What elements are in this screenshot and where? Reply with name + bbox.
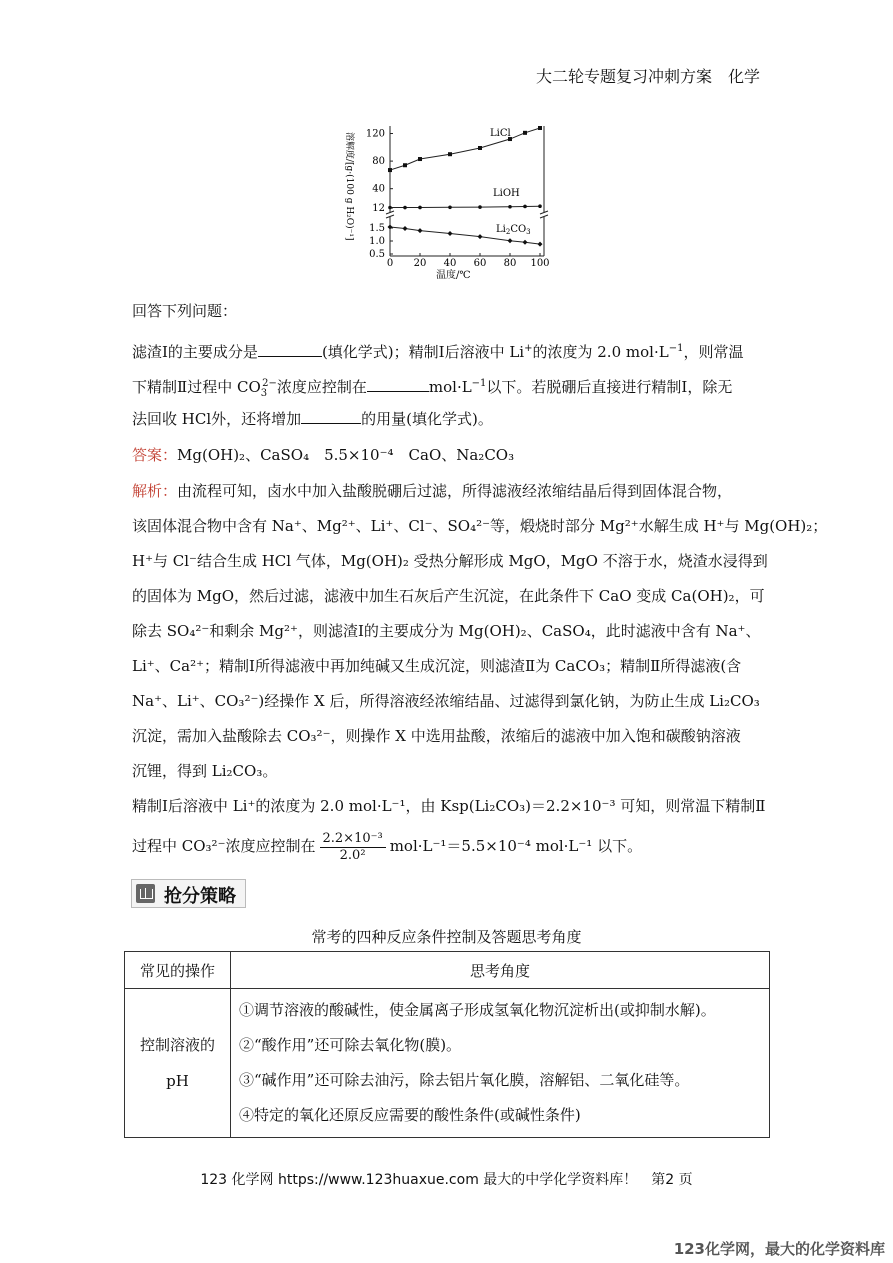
series-label-licl: LiCl [490, 128, 511, 139]
answer-blank-3[interactable] [301, 409, 361, 424]
q-text: ，则常温 [683, 343, 744, 361]
table-item: ③“碱作用”还可除去油污，除去铝片氧化膜，溶解铝、二氧化硅等。 [239, 1071, 690, 1089]
data-point-licl [538, 126, 542, 130]
y-tick-label: 40 [372, 183, 385, 195]
x-tick-label: 100 [530, 258, 550, 269]
x-tick-label: 20 [413, 258, 427, 269]
q-text: 浓度应控制在 [276, 378, 367, 396]
q-text: 以下。若脱硼后直接进行精制Ⅰ，除无 [486, 378, 733, 396]
table-item: ①调节溶液的酸碱性，使金属离子形成氢氧化物沉淀析出(或抑制水解)。 [239, 1001, 716, 1019]
x-tick-label: 60 [473, 258, 487, 269]
data-point-li2co3 [478, 234, 483, 239]
data-point-li2co3 [448, 231, 453, 236]
analysis-line: 沉锂，得到 Li₂CO₃。 [132, 762, 278, 780]
x-axis-label: 温度/℃ [436, 270, 471, 281]
q-text: 的用量(填化学式)。 [361, 410, 493, 428]
data-point-lioh [418, 206, 422, 210]
analysis-line: Na⁺、Li⁺、CO₃²⁻)经操作 X 后，所得溶液经浓缩结晶、过滤得到氯化钠，为防止生成 Li₂CO₃ [132, 692, 760, 710]
x-tick-label: 80 [503, 258, 517, 269]
data-point-licl [448, 152, 452, 156]
data-point-licl [388, 168, 392, 172]
watermark: 123化学网，最大的化学资料库 [673, 1240, 885, 1258]
data-point-licl [478, 146, 482, 150]
q-text: 滤渣Ⅰ的主要成分是 [132, 343, 258, 361]
fraction-denominator: 2.0² [339, 847, 366, 863]
analysis-line: 该固体混合物中含有 Na⁺、Mg²⁺、Li⁺、Cl⁻、SO₄²⁻等，煅烧时部分 Mg²⁺水解生成 H⁺与 Mg(OH)₂； [132, 517, 828, 535]
data-point-li2co3 [418, 228, 423, 233]
table-row [125, 989, 770, 1138]
analysis-line: 沉淀，需加入盐酸除去 CO₃²⁻，则操作 X 中选用盐酸，浓缩后的滤液中加入饱和碳酸钠溶液 [132, 727, 741, 745]
strategy-badge [131, 879, 246, 908]
chart-series [388, 126, 543, 247]
question-line-3 [132, 409, 772, 429]
y-tick-label: 12 [372, 203, 385, 214]
solubility-chart [330, 124, 560, 284]
fraction-numerator: 2.2×10⁻³ [320, 831, 386, 848]
chart-ticks [366, 129, 550, 269]
q-sup: −1 [471, 378, 487, 389]
y-axis-label [344, 132, 356, 241]
question-line-1 [132, 339, 772, 362]
axis-break-mark [540, 211, 548, 218]
book-icon [136, 884, 155, 903]
data-point-lioh [388, 206, 392, 210]
data-point-lioh [403, 206, 407, 210]
analysis-formula-line [132, 830, 772, 864]
analysis-line: H⁺与 Cl⁻结合生成 HCl 气体，Mg(OH)₂ 受热分解形成 MgO，MgO 不溶于水，烧渣水浸得到 [132, 552, 768, 570]
analysis-line: 除去 SO₄²⁻和剩余 Mg²⁺，则滤渣Ⅰ的主要成分为 Mg(OH)₂、CaSO₄，此时滤液中含有 Na⁺、 [132, 622, 761, 640]
x-tick-label: 0 [386, 258, 394, 269]
analysis-line: 精制Ⅰ后溶液中 Li⁺的浓度为 2.0 mol·L⁻¹，由 Ksp(Li₂CO₃)＝2.2×10⁻³ 可知，则常温下精制Ⅱ [132, 797, 766, 815]
data-point-li2co3 [523, 240, 528, 245]
data-point-licl [403, 163, 407, 167]
analysis-line-1 [132, 481, 772, 501]
y-tick-label: 1.0 [369, 236, 385, 247]
q-sup: 2− [262, 378, 277, 389]
y-axis-label-text: 溶解度/[g·(100 g H₂O)⁻¹] [344, 132, 354, 241]
data-point-lioh [448, 206, 452, 210]
q-text: (填化学式)；精制Ⅰ后溶液中 Li [321, 343, 525, 361]
data-point-li2co3 [538, 242, 543, 247]
y-tick-label: 0.5 [369, 249, 385, 260]
table-header-operation: 常见的操作 [125, 952, 231, 989]
data-point-lioh [478, 205, 482, 209]
analysis-line: Li⁺、Ca²⁺；精制Ⅰ所得滤液中再加纯碱又生成沉淀，则滤渣Ⅱ为 CaCO₃；精制Ⅱ所得滤液(含 [132, 657, 742, 675]
table-item: ④特定的氧化还原反应需要的酸性条件(或碱性条件) [239, 1106, 581, 1124]
page-header: 大二轮专题复习冲刺方案 化学 [535, 67, 760, 86]
answer-text: Mg(OH)₂、CaSO₄ 5.5×10⁻⁴ CaO、Na₂CO₃ [177, 446, 515, 464]
answer-blank-1[interactable] [258, 342, 322, 357]
data-point-licl [418, 157, 422, 161]
axis-break-mark [386, 211, 394, 218]
row-label-line: 控制溶液的 [139, 1036, 215, 1054]
data-point-licl [523, 131, 527, 135]
series-line-lioh [390, 206, 540, 207]
analysis-text: 过程中 CO₃²⁻浓度应控制在 [132, 837, 316, 855]
strategy-title: 抢分策略 [164, 886, 236, 907]
q-text: 法回收 HCl外，还将增加 [132, 410, 302, 428]
answer-label: 答案： [132, 446, 178, 464]
fraction [320, 831, 386, 864]
data-point-li2co3 [508, 238, 513, 243]
question-line-2 [132, 374, 772, 404]
y-tick-label: 1.5 [369, 223, 385, 234]
row-label-line: pH [166, 1072, 189, 1090]
page-footer: 123 化学网 https://www.123huaxue.com 最大的中学化学资料库！ 第2 页 [200, 1172, 693, 1188]
x-tick-label: 40 [443, 258, 457, 269]
q-text: 的浓度为 2.0 mol·L [532, 343, 669, 361]
table-caption: 常考的四种反应条件控制及答题思考角度 [311, 928, 582, 946]
data-point-lioh [538, 204, 542, 208]
answer-line [132, 445, 772, 465]
y-tick-label: 80 [372, 156, 385, 168]
data-point-lioh [508, 205, 512, 209]
analysis-label: 解析： [132, 482, 178, 500]
data-point-li2co3 [403, 226, 408, 231]
table-item: ②“酸作用”还可除去氧化物(膜)。 [239, 1036, 462, 1054]
table-header-angle: 思考角度 [231, 952, 770, 989]
y-tick-label: 120 [365, 128, 385, 140]
q-text: 下精制Ⅱ过程中 CO [132, 378, 261, 396]
q-sup: + [524, 343, 533, 354]
table-row-label [125, 989, 231, 1138]
data-point-li2co3 [388, 224, 393, 229]
series-line-licl [390, 128, 540, 170]
intro-text: 回答下列问题： [132, 302, 238, 320]
q-sup: −1 [668, 343, 684, 354]
analysis-text: mol·L⁻¹＝5.5×10⁻⁴ mol·L⁻¹ 以下。 [389, 837, 643, 855]
data-point-lioh [523, 205, 527, 209]
answer-blank-2[interactable] [367, 377, 429, 392]
analysis-text: 由流程可知，卤水中加入盐酸脱硼后过滤，所得滤液经浓缩结晶后得到固体混合物， [177, 482, 733, 500]
table-row-content [231, 989, 770, 1138]
strategy-table [124, 951, 770, 1138]
q-text: mol·L [428, 378, 472, 396]
series-label-li2co3: $Li_2CO_3$ [496, 224, 531, 236]
table-header-row [125, 952, 770, 989]
chart-axes [386, 126, 548, 256]
analysis-line: 的固体为 MgO，然后过滤，滤液中加生石灰后产生沉淀，在此条件下 CaO 变成 Ca(OH)₂，可 [132, 587, 765, 605]
series-label-lioh: LiOH [493, 188, 520, 199]
q-sub: 3 [260, 388, 268, 399]
